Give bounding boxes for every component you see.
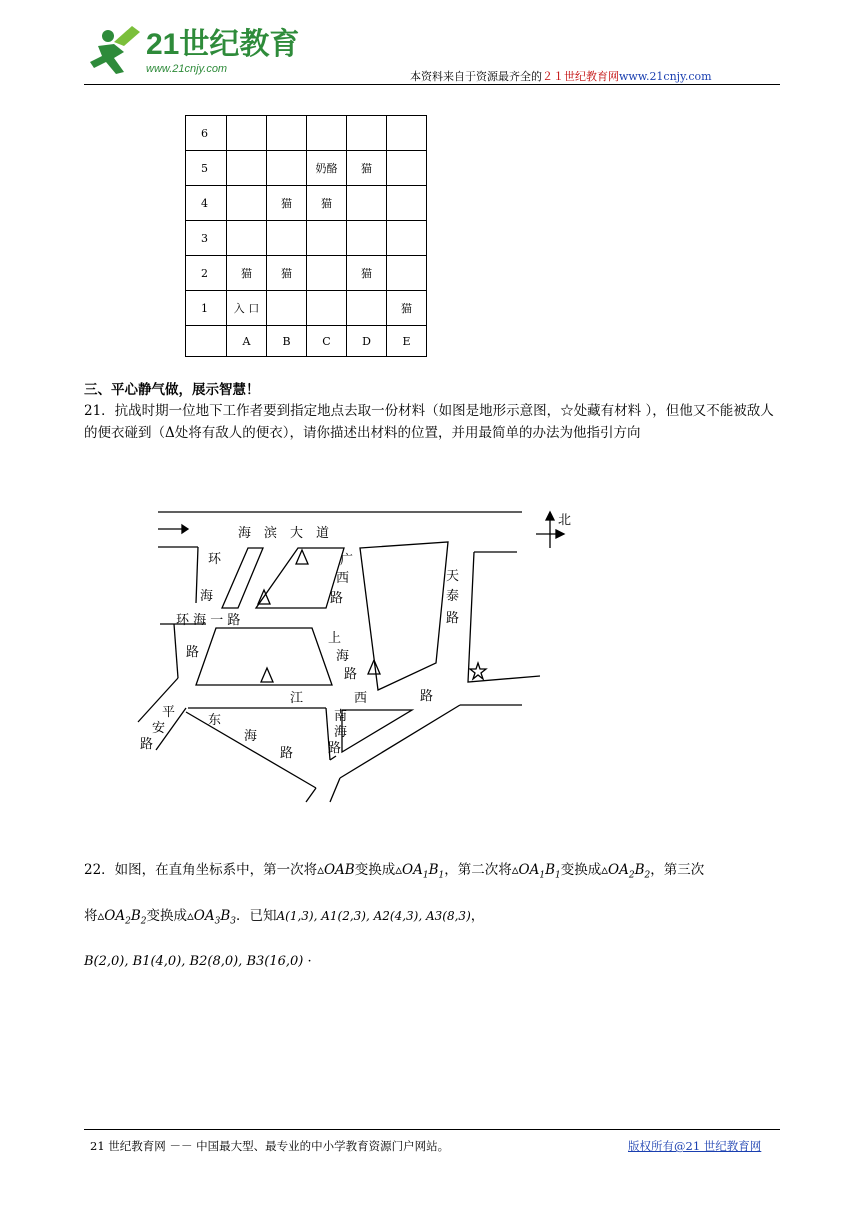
logo-url: www.21cnjy.com — [146, 63, 228, 75]
grid-cell — [267, 221, 307, 256]
grid-cell — [387, 151, 427, 186]
label-donghai-hai: 海 — [244, 729, 258, 744]
coords-b: B(2,0), B1(4,0), B2(8,0), B3(16,0) — [84, 954, 304, 969]
grid-cell — [347, 291, 387, 326]
tri-oa1b1: $OA_1B_1$ — [402, 862, 445, 881]
header-note-url[interactable]: www.21cnjy.com — [619, 70, 712, 83]
grid-cell: 奶酪 — [307, 151, 347, 186]
q21-text-part1: 21．抗战时期一位地下工作者要到指定地点去取一份材料（如图是地形示意图， — [84, 403, 561, 419]
coords-a: A(1,3), A1(2,3), A2(4,3), A3(8,3) — [276, 909, 471, 923]
enemy-triangle-icon — [296, 550, 308, 564]
enemy-markers — [258, 550, 380, 682]
grid-cell — [387, 221, 427, 256]
grid-row — [186, 256, 427, 291]
grid-row-label: 1 — [186, 291, 227, 326]
grid-column-label: C — [307, 326, 347, 357]
label-guang: 广 — [340, 553, 354, 568]
grid-cell — [307, 291, 347, 326]
header-note-site: ２１世纪教育网 — [542, 70, 619, 83]
label-tian: 天 — [446, 569, 460, 584]
cheese-grid-table — [185, 115, 427, 357]
label-an: 安 — [152, 721, 166, 736]
terrain-map — [130, 500, 572, 810]
header-note-prefix: 本资料来自于资源最齐全的 — [410, 70, 542, 83]
grid-cell: 猫 — [387, 291, 427, 326]
grid-cell — [267, 291, 307, 326]
label-huanhai-lu: 路 — [186, 645, 200, 660]
label-nanhai-hai: 海 — [334, 725, 348, 740]
triangle-symbol: ▵ — [187, 908, 194, 924]
triangle-symbol: ▵ — [511, 862, 519, 878]
label-huanhai-1-road: 环 海 一 路 — [176, 613, 241, 628]
grid-cell — [307, 221, 347, 256]
label-pingan-lu: 路 — [140, 737, 154, 752]
grid-row-label: 4 — [186, 186, 227, 221]
q22-text: 变换成 — [354, 862, 396, 878]
tri-oa2b2: $OA_2B_2$ — [608, 862, 651, 881]
label-nan: 南 — [334, 709, 348, 724]
grid-cell: 入 口 — [227, 291, 267, 326]
label-xi: 西 — [336, 571, 350, 586]
label-guangxi-lu: 路 — [330, 591, 344, 606]
map-labels — [140, 513, 571, 761]
grid-cell: 猫 — [227, 256, 267, 291]
logo-text: 21世纪教育 — [146, 28, 300, 61]
material-star-icon — [470, 663, 486, 679]
grid-cell — [347, 221, 387, 256]
grid-cell — [307, 116, 347, 151]
grid-column-label: E — [387, 326, 427, 357]
grid-corner-cell — [186, 326, 227, 357]
arrow-east-icon — [158, 525, 188, 533]
grid-cell — [267, 151, 307, 186]
q22-text: 变换成 — [560, 862, 602, 878]
triangle-symbol: ▵ — [317, 862, 324, 878]
question-22-line3: B(2,0), B1(4,0), B2(8,0), B3(16,0) · — [84, 954, 312, 969]
enemy-triangle-icon — [261, 668, 273, 682]
grid-column-label: A — [227, 326, 267, 357]
grid-cell — [387, 116, 427, 151]
grid-cell: 猫 — [267, 186, 307, 221]
label-north: 北 — [558, 513, 572, 528]
triangle-symbol: ▵ — [395, 862, 402, 878]
grid-cell — [227, 221, 267, 256]
grid-row-label: 5 — [186, 151, 227, 186]
question-22-line1 — [84, 858, 784, 881]
tri-oab: OAB — [323, 862, 355, 878]
grid-cell: 猫 — [347, 151, 387, 186]
tri-oa3b3: $OA_3B_3$ — [193, 908, 236, 927]
tri-oa1b1: $OA_1B_1$ — [518, 862, 561, 881]
grid-cell — [387, 186, 427, 221]
question-21 — [84, 400, 784, 444]
label-donghai-lu: 路 — [280, 746, 294, 761]
q22-text: ，第三次 — [650, 862, 705, 878]
header-divider — [84, 84, 780, 85]
label-hai: 海 — [200, 589, 214, 604]
label-huan: 环 — [208, 552, 222, 567]
grid-cell — [387, 256, 427, 291]
label-tiantai-lu: 路 — [446, 611, 460, 626]
grid-cell — [307, 256, 347, 291]
grid-cell — [227, 186, 267, 221]
grid-row — [186, 151, 427, 186]
tri-oa2b2: $OA_2B_2$ — [104, 908, 147, 927]
footer-divider — [84, 1129, 780, 1130]
question-22-line2: 将$▵OA_2B_2$变换成$▵OA_3B_3$．已知A(1,3), A1(2,3), A2(4,3), A3(8,3)， — [84, 908, 485, 927]
grid-row — [186, 116, 427, 151]
label-shanghai-hai: 海 — [336, 649, 350, 664]
grid-row — [186, 221, 427, 256]
q22-text: ，第二次将 — [444, 862, 512, 878]
grid-cell — [347, 116, 387, 151]
q21-text-part2: 处藏有材料 ），但他又不能被敌人的便衣碰到（Δ处将有敌人的便衣），请你描述出材料的位置，并用最简单的办法为他指引方向 — [84, 403, 774, 441]
footer-copyright-link[interactable]: 版权所有@21 世纪教育网 — [628, 1139, 762, 1153]
runner-icon — [90, 26, 140, 74]
grid-row — [186, 291, 427, 326]
grid-cell — [227, 151, 267, 186]
label-shang: 上 — [328, 631, 342, 646]
grid-cell — [347, 186, 387, 221]
q22-text: 变换成 — [146, 908, 187, 924]
label-jiangxi-xi: 西 — [354, 691, 368, 706]
label-ping: 平 — [162, 705, 176, 720]
header-note — [410, 68, 712, 84]
grid-row-label: 6 — [186, 116, 227, 151]
label-jiangxi-lu: 路 — [420, 689, 434, 704]
grid-cell — [267, 116, 307, 151]
grid-cell: 猫 — [307, 186, 347, 221]
label-dong: 东 — [208, 713, 222, 728]
q22-text: 22．如图，在直角坐标系中，第一次将 — [84, 862, 318, 878]
grid-row — [186, 186, 427, 221]
label-jiang: 江 — [290, 691, 304, 706]
star-icon: ☆ — [560, 403, 574, 419]
grid-column-label: B — [267, 326, 307, 357]
grid-row-label: 3 — [186, 221, 227, 256]
label-haibin-avenue: 海 滨 大 道 — [238, 526, 330, 541]
triangle-symbol: ▵ — [97, 908, 105, 924]
grid-cell: 猫 — [267, 256, 307, 291]
grid-column-label: D — [347, 326, 387, 357]
footer-left-text: 21 世纪教育网 －－ 中国最大型、最专业的中小学教育资源门户网站。 — [90, 1139, 450, 1153]
label-shanghai-lu: 路 — [344, 667, 358, 682]
site-logo — [84, 18, 300, 84]
grid-cell — [227, 116, 267, 151]
grid-cell: 猫 — [347, 256, 387, 291]
grid-column-header-row — [186, 326, 427, 357]
label-tai: 泰 — [446, 589, 460, 604]
section-title: 三、平心静气做，展示智慧！ — [84, 382, 260, 398]
grid-row-label: 2 — [186, 256, 227, 291]
q22-text: 将 — [84, 908, 98, 924]
q22-text: ．已知 — [236, 908, 277, 924]
label-nanhai-lu: 路 — [328, 741, 342, 756]
triangle-symbol: ▵ — [601, 862, 608, 878]
